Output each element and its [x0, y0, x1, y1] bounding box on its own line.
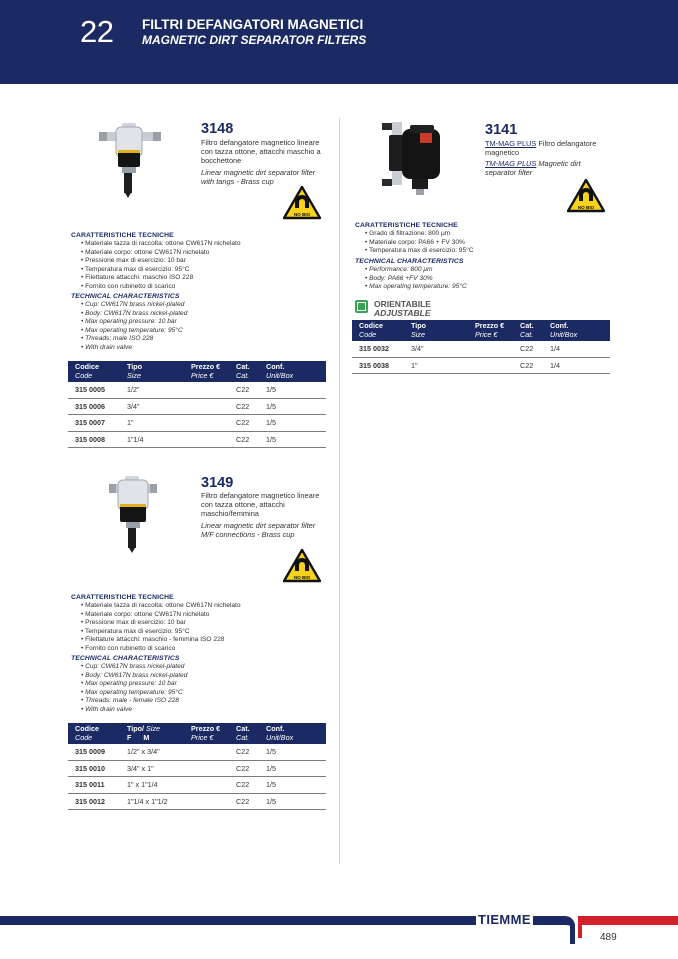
footer-hook — [557, 916, 575, 944]
cell-size: 3/4" — [404, 341, 468, 357]
table-row — [68, 744, 326, 760]
cell-size: 1"1/4 x 1"1/2 — [120, 793, 184, 810]
price-table-3148 — [68, 361, 326, 448]
cell-price — [184, 398, 229, 415]
product-3149-image — [108, 474, 158, 554]
footer-red-bar — [578, 916, 678, 925]
cell-price — [184, 760, 229, 777]
col-header-price: Prezzo € Price € — [184, 723, 229, 744]
cell-cat: C22 — [229, 382, 259, 398]
cell-size: 1/2" x 3/4" — [120, 744, 184, 760]
feature-item: • Materiale tazza di raccolta: ottone CW617N nichelato — [81, 240, 241, 249]
feature-item: • Max operating pressure: 10 bar — [81, 680, 187, 689]
cell-price — [468, 341, 513, 357]
col-header-cat: Cat. Cat. — [229, 723, 259, 744]
product-3148-desc-en: Linear magnetic dirt separator filter with tangs - Brass cup — [201, 168, 316, 186]
table-row — [68, 431, 326, 448]
cell-box: 1/5 — [259, 382, 326, 398]
cell-size: 1/2" — [120, 382, 184, 398]
page-number: 489 — [600, 932, 617, 943]
cell-box: 1/5 — [259, 777, 326, 794]
header-title-en: MAGNETIC DIRT SEPARATOR FILTERS — [142, 33, 367, 47]
cell-code: 315 0008 — [68, 431, 120, 448]
cell-size: 1" — [404, 357, 468, 374]
col-header-price: Prezzo € Price € — [468, 320, 513, 341]
col-header-code: Codice Code — [68, 361, 120, 382]
brand-logo: TIEMME — [478, 912, 531, 927]
feature-item: • Pressione max di esercizio: 10 bar — [81, 257, 241, 266]
cell-size: 1" — [120, 415, 184, 432]
feature-item: • With drain valve — [81, 706, 187, 715]
product-3141-image — [380, 119, 452, 197]
adjustable-label-en: ADJUSTABLE — [374, 308, 431, 318]
tech-list-it — [81, 602, 241, 653]
feature-item: • Temperatura max di esercizio: 95°C — [81, 628, 241, 637]
feature-item: • Materiale corpo: ottone CW617N nichelato — [81, 249, 241, 258]
product-code-3149: 3149 — [201, 475, 234, 491]
price-table-3149 — [68, 723, 326, 810]
cell-box: 1/5 — [259, 744, 326, 760]
feature-item: • Threads: male ISO 228 — [81, 335, 187, 344]
tech-list-it — [365, 230, 474, 256]
price-table-3141 — [352, 320, 610, 374]
tech-title-it: CARATTERISTICHE TECNICHE — [355, 222, 458, 229]
col-header-code: Codice Code — [352, 320, 404, 341]
warning-label: NO BIO — [293, 575, 311, 580]
table-row — [68, 760, 326, 777]
cell-code: 315 0007 — [68, 415, 120, 432]
feature-item: • Fornito con rubinetto di scarico — [81, 645, 241, 654]
feature-item: • Max operating temperature: 95°C — [81, 327, 187, 336]
product-code-3148: 3148 — [201, 121, 234, 137]
cell-code: 315 0009 — [68, 744, 120, 760]
table-row — [68, 777, 326, 794]
cell-box: 1/5 — [259, 415, 326, 432]
cell-box: 1/5 — [259, 793, 326, 810]
table-row — [68, 793, 326, 810]
no-bio-warning-icon — [567, 179, 605, 213]
product-3148-desc-it: Filtro defangatore magnetico lineare con tazza ottone, attacchi maschio a bocchettone — [201, 138, 321, 165]
col-header-box: Conf. Unit/Box — [259, 361, 326, 382]
table-row — [68, 415, 326, 432]
product-3148-image — [98, 120, 162, 198]
col-header-cat: Cat. Cat. — [513, 320, 543, 341]
feature-item: • Materiale tazza di raccolta: ottone CW617N nichelato — [81, 602, 241, 611]
cell-cat: C22 — [229, 744, 259, 760]
table-row — [68, 382, 326, 398]
cell-price — [184, 793, 229, 810]
product-3149-desc-it: Filtro defangatore magnetico lineare con tazza ottone, attacchi maschio/femmina — [201, 491, 320, 518]
feature-item: • Body: CW617N brass nickel-plated — [81, 672, 187, 681]
feature-item: • Cup: CW617N brass nickel-plated — [81, 663, 187, 672]
no-bio-warning-icon — [283, 549, 321, 583]
tech-title-en: TECHNICAL CHARACTERISTICS — [71, 655, 180, 662]
cell-cat: C22 — [229, 777, 259, 794]
cell-box: 1/5 — [259, 431, 326, 448]
cell-size: 1" x 1"1/4 — [120, 777, 184, 794]
table-row — [68, 398, 326, 415]
product-3141-desc-it: TM-MAG PLUS Filtro defangatore magnetico — [485, 139, 597, 157]
feature-item: • Temperatura max di esercizio: 95°C — [81, 266, 241, 275]
warning-label: NO BIO — [577, 205, 595, 210]
adjustable-label-it: ORIENTABILE — [374, 299, 431, 309]
tech-list-it — [81, 240, 241, 291]
cell-cat: C22 — [229, 760, 259, 777]
feature-item: • Threads: male - female ISO 228 — [81, 697, 187, 706]
col-header-cat: Cat. Cat. — [229, 361, 259, 382]
feature-item: • Materiale corpo: ottone CW617N nichelato — [81, 611, 241, 620]
cell-price — [184, 382, 229, 398]
feature-item: • Grado di filtrazione: 800 μm — [365, 230, 474, 239]
chapter-number: 22 — [80, 14, 114, 49]
warning-label: NO BIO — [293, 212, 311, 217]
cell-box: 1/5 — [259, 398, 326, 415]
col-header-size: Tipo Size — [404, 320, 468, 341]
cell-cat: C22 — [229, 398, 259, 415]
cell-code: 315 0010 — [68, 760, 120, 777]
tech-title-it: CARATTERISTICHE TECNICHE — [71, 232, 174, 239]
footer-bar — [0, 916, 558, 925]
feature-item: • Fornito con rubinetto di scarico — [81, 283, 241, 292]
cell-box: 1/4 — [543, 341, 610, 357]
cell-cat: C22 — [229, 431, 259, 448]
col-header-size: Tipo Size — [120, 361, 184, 382]
tech-list-en — [81, 663, 187, 714]
cell-price — [184, 415, 229, 432]
product-3149-desc-en: Linear magnetic dirt separator filter M/F connections - Brass cup — [201, 521, 316, 539]
col-header-size: Tipo/ Size F M — [120, 723, 184, 744]
col-header-box: Conf. Unit/Box — [543, 320, 610, 341]
feature-item: • Filettature attacchi: maschio ISO 228 — [81, 274, 241, 283]
cell-box: 1/5 — [259, 760, 326, 777]
feature-item: • Pressione max di esercizio: 10 bar — [81, 619, 241, 628]
cell-box: 1/4 — [543, 357, 610, 374]
feature-item: • Materiale corpo: PA66 + FV 30% — [365, 239, 474, 248]
cell-size: 1"1/4 — [120, 431, 184, 448]
feature-item: • Cup: CW617N brass nickel-plated — [81, 301, 187, 310]
tech-title-en: TECHNICAL CHARACTERISTICS — [355, 258, 464, 265]
feature-item: • Performance: 800 μm — [365, 266, 467, 275]
product-code-3141: 3141 — [485, 122, 518, 138]
cell-cat: C22 — [513, 357, 543, 374]
cell-code: 315 0032 — [352, 341, 404, 357]
page-header — [0, 0, 678, 84]
feature-item: • Body: CW617N brass nickel-plated — [81, 310, 187, 319]
cell-code: 315 0011 — [68, 777, 120, 794]
cell-code: 315 0006 — [68, 398, 120, 415]
table-row — [352, 341, 610, 357]
feature-item: • Body: PA66 +FV 30% — [365, 275, 467, 284]
no-bio-warning-icon — [283, 186, 321, 220]
cell-price — [184, 431, 229, 448]
feature-item: • With drain valve — [81, 344, 187, 353]
product-3141-desc-en: TM-MAG PLUS Magnetic dirt separator filter — [485, 159, 581, 177]
feature-item: • Max operating temperature: 95°C — [81, 689, 187, 698]
col-header-box: Conf. Unit/Box — [259, 723, 326, 744]
adjustable-icon — [355, 300, 368, 313]
col-header-price: Prezzo € Price € — [184, 361, 229, 382]
cell-code: 315 0012 — [68, 793, 120, 810]
cell-size: 3/4" — [120, 398, 184, 415]
tech-list-en — [81, 301, 187, 352]
cell-cat: C22 — [229, 793, 259, 810]
cell-price — [468, 357, 513, 374]
cell-size: 3/4" x 1" — [120, 760, 184, 777]
col-header-code: Codice Code — [68, 723, 120, 744]
feature-item: • Max operating temperature: 95°C — [365, 283, 467, 292]
cell-cat: C22 — [513, 341, 543, 357]
cell-price — [184, 777, 229, 794]
header-title-it: FILTRI DEFANGATORI MAGNETICI — [142, 17, 364, 32]
cell-cat: C22 — [229, 415, 259, 432]
cell-price — [184, 744, 229, 760]
table-row — [352, 357, 610, 374]
feature-item: • Filettature attacchi: maschio - femmina ISO 228 — [81, 636, 241, 645]
tech-title-en: TECHNICAL CHARACTERISTICS — [71, 293, 180, 300]
column-divider — [339, 118, 340, 864]
tech-list-en — [365, 266, 467, 292]
cell-code: 315 0005 — [68, 382, 120, 398]
feature-item: • Temperatura max di esercizio: 95°C — [365, 247, 474, 256]
feature-item: • Max operating pressure: 10 bar — [81, 318, 187, 327]
cell-code: 315 0038 — [352, 357, 404, 374]
tech-title-it: CARATTERISTICHE TECNICHE — [71, 594, 174, 601]
